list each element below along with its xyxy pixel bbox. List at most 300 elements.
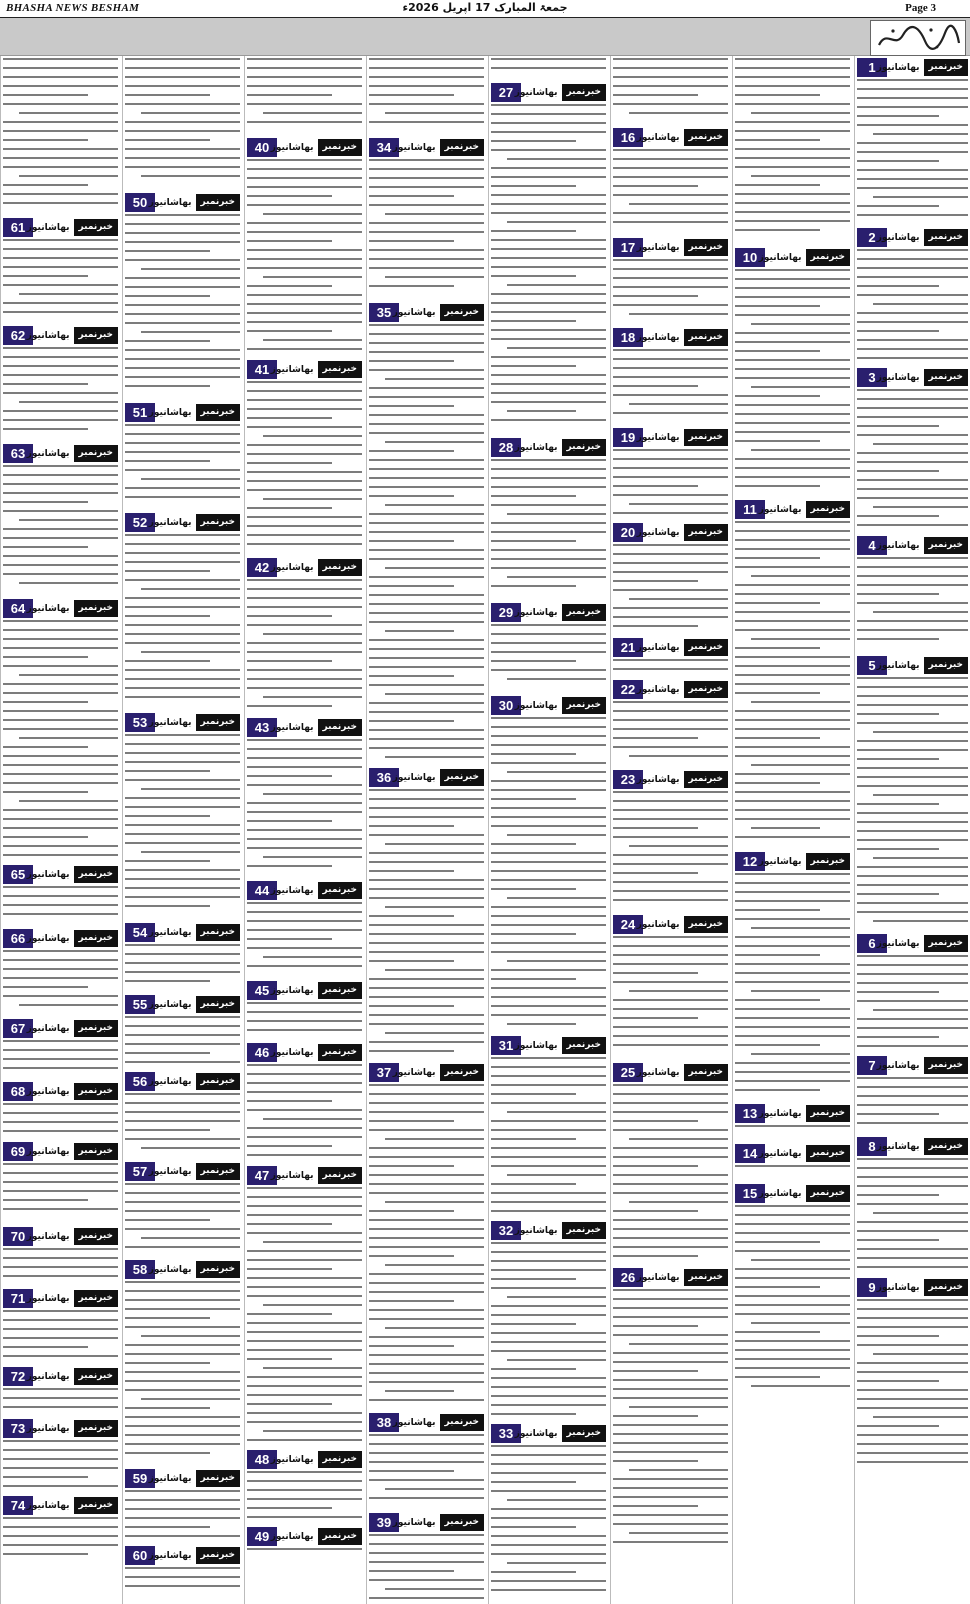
news-item-40 (247, 138, 362, 360)
text-line (491, 1314, 606, 1323)
text-line (613, 945, 728, 954)
text-line (857, 1086, 968, 1095)
text-line (857, 911, 968, 920)
text-line (491, 329, 606, 338)
news-item-42 (247, 558, 362, 718)
text-line (857, 1371, 968, 1380)
text-line (857, 452, 968, 461)
text-line (629, 403, 728, 412)
text-line (751, 990, 850, 999)
text-line (491, 1120, 606, 1129)
text-line (857, 169, 968, 178)
text-line (613, 1433, 728, 1442)
text-line (3, 564, 118, 573)
text-line (491, 293, 606, 302)
text-line (125, 860, 210, 869)
text-line (125, 469, 240, 478)
text-line (3, 656, 88, 665)
text-line (125, 214, 240, 223)
source-name-label: بھاشانیوز (636, 527, 680, 538)
text-line (491, 419, 606, 428)
text-line (857, 1443, 968, 1452)
news-number-badge: 20 (613, 523, 643, 542)
news-number-badge: 10 (735, 248, 765, 267)
news-number-badge: 56 (125, 1072, 155, 1091)
text-line (613, 737, 698, 746)
text-line (735, 1035, 850, 1044)
news-source (877, 228, 968, 247)
news-source (637, 1268, 728, 1287)
news-item-26 (613, 1268, 728, 1553)
text-line (613, 607, 728, 616)
news-item-header (125, 403, 240, 425)
text-line (369, 1023, 484, 1032)
text-line (247, 1394, 362, 1403)
news-tag-label: خبرنمبر (440, 1514, 484, 1531)
text-line (613, 385, 698, 394)
news-source (637, 638, 728, 657)
text-line (19, 674, 118, 683)
news-item-header (3, 1367, 118, 1389)
news-tag-label: خبرنمبر (924, 657, 968, 674)
text-line (369, 996, 484, 1005)
text-line (3, 130, 118, 139)
text-line (125, 896, 240, 905)
news-number-badge: 72 (3, 1367, 33, 1386)
text-line (369, 1336, 484, 1345)
text-line (491, 558, 606, 567)
text-line (141, 851, 240, 860)
text-line (491, 401, 606, 410)
text-line (19, 519, 118, 528)
text-line (141, 1147, 240, 1156)
text-line (247, 453, 362, 462)
text-line (369, 513, 484, 522)
text-line (857, 416, 968, 425)
text-line (491, 951, 606, 960)
news-tag-label: خبرنمبر (196, 924, 240, 941)
text-line (125, 1299, 240, 1308)
text-line (247, 1029, 362, 1038)
text-line (735, 278, 850, 287)
news-body-text (3, 58, 118, 216)
text-line (3, 546, 88, 555)
text-line (857, 785, 968, 794)
news-body-text (3, 1040, 118, 1080)
text-line (857, 830, 968, 839)
text-line (735, 891, 850, 900)
text-line (735, 692, 820, 701)
text-line (369, 702, 484, 711)
text-line (613, 295, 698, 304)
news-number-badge: 35 (369, 303, 399, 322)
text-line (491, 624, 606, 633)
text-line (247, 294, 362, 303)
text-line (857, 602, 968, 611)
text-line (613, 1084, 728, 1093)
text-line (247, 258, 362, 267)
text-line (3, 791, 88, 800)
text-line (125, 1535, 240, 1544)
text-line (369, 1147, 484, 1156)
news-item-47 (247, 1166, 362, 1450)
news-item-59 (125, 1469, 240, 1546)
text-line (3, 1310, 118, 1319)
news-source (271, 981, 362, 1000)
text-line (3, 728, 118, 737)
text-line (735, 602, 820, 611)
text-line (369, 603, 484, 612)
news-item-header (613, 638, 728, 660)
news-body-text (125, 1567, 240, 1594)
text-line (247, 534, 362, 543)
text-line (125, 166, 240, 175)
text-line (125, 806, 240, 815)
text-line (125, 130, 240, 139)
news-source (759, 1184, 850, 1203)
text-line (247, 1421, 362, 1430)
news-tag-label: خبرنمبر (562, 1222, 606, 1239)
news-item-header (3, 1019, 118, 1041)
text-line (751, 764, 850, 773)
text-line (369, 657, 484, 666)
source-name-label: بھاشانیوز (270, 1531, 314, 1542)
text-line (735, 665, 850, 674)
text-line (125, 1517, 240, 1526)
text-line (735, 130, 850, 139)
news-item-header (369, 1413, 484, 1435)
news-source (637, 328, 728, 347)
text-line (3, 1172, 118, 1181)
text-line (613, 746, 728, 755)
text-line (613, 589, 728, 598)
text-line (247, 1250, 362, 1259)
news-tag-label: خبرنمبر (196, 1470, 240, 1487)
news-number-badge: 33 (491, 1424, 521, 1443)
text-line (857, 1407, 968, 1416)
source-name-label: بھاشانیوز (26, 1500, 70, 1511)
news-item-41 (247, 360, 362, 558)
news-number-badge: 18 (613, 328, 643, 347)
text-line (857, 1176, 968, 1185)
news-number-badge: 14 (735, 1144, 765, 1163)
news-body-text (3, 1310, 118, 1365)
text-line (3, 1121, 118, 1130)
text-line (141, 1237, 240, 1246)
text-line (385, 1588, 484, 1597)
source-name-label: بھاشانیوز (758, 252, 802, 263)
news-number-badge: 6 (857, 934, 887, 953)
text-line (491, 669, 606, 678)
text-line (735, 103, 850, 112)
text-line (385, 504, 484, 513)
text-line (857, 1389, 968, 1398)
text-line (613, 1228, 728, 1237)
news-item-header (3, 865, 118, 887)
source-name-label: بھاشانیوز (636, 642, 680, 653)
text-line (369, 834, 484, 843)
text-line (629, 112, 728, 121)
text-line (369, 1291, 484, 1300)
text-line (873, 1416, 968, 1425)
text-line (369, 477, 484, 486)
text-line (19, 1004, 118, 1013)
text-line (735, 332, 850, 341)
text-line (3, 1130, 118, 1139)
text-line (247, 489, 362, 498)
text-line (3, 683, 118, 692)
text-line (613, 1246, 728, 1255)
text-line (735, 1008, 850, 1017)
text-line (247, 678, 362, 687)
text-line (125, 259, 240, 268)
text-line (857, 142, 968, 151)
text-line (3, 782, 118, 791)
text-line (369, 258, 484, 267)
text-line (857, 79, 968, 88)
news-number-badge: 39 (369, 1513, 399, 1532)
text-line (3, 1163, 118, 1172)
news-tag-label: خبرنمبر (684, 129, 728, 146)
text-line (507, 1562, 606, 1571)
news-source (877, 536, 968, 555)
text-line (491, 852, 606, 861)
news-tag-label: خبرنمبر (562, 1425, 606, 1442)
news-item-header (369, 1063, 484, 1085)
news-tag-label: خبرنمبر (924, 1138, 968, 1155)
text-line (857, 524, 968, 533)
text-line (735, 629, 850, 638)
text-line (613, 1102, 728, 1111)
text-line (735, 431, 850, 440)
text-line (613, 836, 728, 845)
text-line (873, 443, 968, 452)
news-tag-label: خبرنمبر (318, 1044, 362, 1061)
text-line (369, 285, 454, 294)
text-line (613, 286, 728, 295)
text-line (491, 1129, 606, 1138)
text-line (613, 981, 728, 990)
news-body-text (125, 734, 240, 921)
news-source (149, 1469, 240, 1488)
source-name-label: بھاشانیوز (758, 856, 802, 867)
text-line (3, 665, 118, 674)
source-name-label: بھاشانیوز (514, 442, 558, 453)
news-item-header (125, 995, 240, 1017)
text-line (125, 58, 240, 67)
news-item-header (125, 713, 240, 735)
text-line (3, 1257, 118, 1266)
text-line (751, 323, 850, 332)
news-number-badge: 64 (3, 599, 33, 618)
news-body-text (613, 349, 728, 426)
text-line (3, 1248, 118, 1257)
publication-name: BHASHA NEWS BESHAM (6, 2, 140, 14)
source-name-label: بھاشانیوز (392, 1517, 436, 1528)
text-line (3, 1535, 118, 1544)
news-source (271, 138, 362, 157)
news-number-badge: 3 (857, 368, 887, 387)
text-line (125, 304, 240, 313)
text-line (141, 788, 240, 797)
logo-calligraphy-icon (873, 23, 963, 53)
text-line (3, 474, 118, 483)
text-line (491, 176, 606, 185)
text-line (491, 248, 606, 257)
source-name-label: بھاشانیوز (636, 242, 680, 253)
news-source (877, 1278, 968, 1297)
text-line (247, 1002, 362, 1011)
text-line (491, 459, 606, 468)
news-number-badge: 61 (3, 218, 33, 237)
news-body-text (613, 701, 728, 768)
news-item-header (125, 193, 240, 215)
text-line (857, 893, 939, 902)
text-line (247, 1259, 362, 1268)
text-line (247, 1196, 362, 1205)
text-line (735, 818, 850, 827)
news-item-39 (369, 1513, 484, 1604)
text-line (735, 1026, 850, 1035)
text-line (125, 1228, 240, 1237)
text-line (857, 267, 968, 276)
news-source (393, 303, 484, 322)
news-item-header (491, 696, 606, 718)
text-line (613, 1210, 698, 1219)
text-line (735, 404, 850, 413)
news-number-badge: 53 (125, 713, 155, 732)
text-line (857, 839, 968, 848)
text-line (491, 374, 606, 383)
news-source (27, 1367, 118, 1386)
news-item-53 (125, 713, 240, 923)
news-number-badge: 60 (125, 1546, 155, 1565)
text-line (857, 803, 939, 812)
text-line (857, 88, 968, 97)
news-tag-label: خبرنمبر (196, 194, 240, 211)
news-item-55 (125, 995, 240, 1072)
text-line (507, 960, 606, 969)
news-source (27, 444, 118, 463)
text-line (247, 168, 362, 177)
text-line (857, 593, 939, 602)
text-line (629, 1469, 728, 1478)
text-line (369, 222, 484, 231)
text-line (751, 1385, 850, 1394)
text-line (125, 1362, 210, 1371)
text-line (857, 434, 968, 443)
text-line (3, 1266, 118, 1275)
text-line (735, 782, 820, 791)
text-line (613, 1442, 728, 1451)
text-line (857, 348, 968, 357)
news-item-62 (3, 326, 118, 444)
text-line (247, 231, 362, 240)
text-line (247, 222, 362, 231)
text-line (125, 1416, 240, 1425)
text-line (735, 900, 850, 909)
text-line (369, 1102, 484, 1111)
text-line (247, 1187, 362, 1196)
text-line (857, 1221, 968, 1230)
text-line (491, 1386, 606, 1395)
news-item-header (613, 238, 728, 260)
text-line (3, 913, 118, 922)
text-line (735, 539, 850, 548)
text-line (491, 1404, 606, 1413)
text-line (613, 358, 728, 367)
news-item-35 (369, 303, 484, 768)
text-line (613, 376, 728, 385)
text-line (613, 890, 728, 899)
text-line (491, 1472, 606, 1481)
text-line (491, 1323, 576, 1332)
text-line (247, 965, 362, 974)
news-source (27, 1289, 118, 1308)
text-line (369, 729, 484, 738)
text-line (613, 728, 728, 737)
news-item-header (3, 444, 118, 466)
news-number-badge: 50 (125, 193, 155, 212)
text-line (247, 426, 362, 435)
news-body-text (247, 58, 362, 136)
text-line (613, 616, 728, 625)
news-source (149, 1162, 240, 1181)
news-source (271, 360, 362, 379)
news-number-badge: 59 (125, 1469, 155, 1488)
text-line (125, 833, 240, 842)
news-item-13 (735, 1104, 850, 1144)
text-line (491, 1210, 606, 1219)
text-line (369, 1041, 484, 1050)
news-tag-label: خبرنمبر (318, 1528, 362, 1545)
text-line (3, 1190, 118, 1199)
text-line (247, 669, 362, 678)
text-line (369, 1111, 484, 1120)
news-source (149, 713, 240, 732)
news-item-header (857, 934, 968, 956)
text-line (629, 203, 728, 212)
news-item-header (247, 360, 362, 382)
text-line (735, 647, 820, 656)
text-line (125, 85, 240, 94)
news-item-header (247, 558, 362, 580)
text-line (507, 1023, 576, 1032)
text-line (857, 1266, 968, 1275)
news-source (637, 523, 728, 542)
news-body-text (613, 259, 728, 326)
text-line (491, 987, 606, 996)
news-source (27, 1019, 118, 1038)
news-body-text (613, 58, 728, 126)
news-tag-label: خبرنمبر (196, 1163, 240, 1180)
header-band (0, 18, 970, 56)
text-line (19, 175, 118, 184)
text-line (247, 929, 362, 938)
text-line (125, 878, 240, 887)
text-line (751, 386, 850, 395)
news-item-continued (3, 58, 118, 218)
text-line (3, 1040, 118, 1049)
text-line (857, 312, 968, 321)
news-tag-label: خبرنمبر (196, 514, 240, 531)
text-line (125, 1138, 240, 1147)
text-line (125, 1353, 240, 1362)
news-item-header (613, 328, 728, 350)
text-line (3, 629, 118, 638)
news-item-21 (613, 638, 728, 680)
text-line (247, 802, 362, 811)
